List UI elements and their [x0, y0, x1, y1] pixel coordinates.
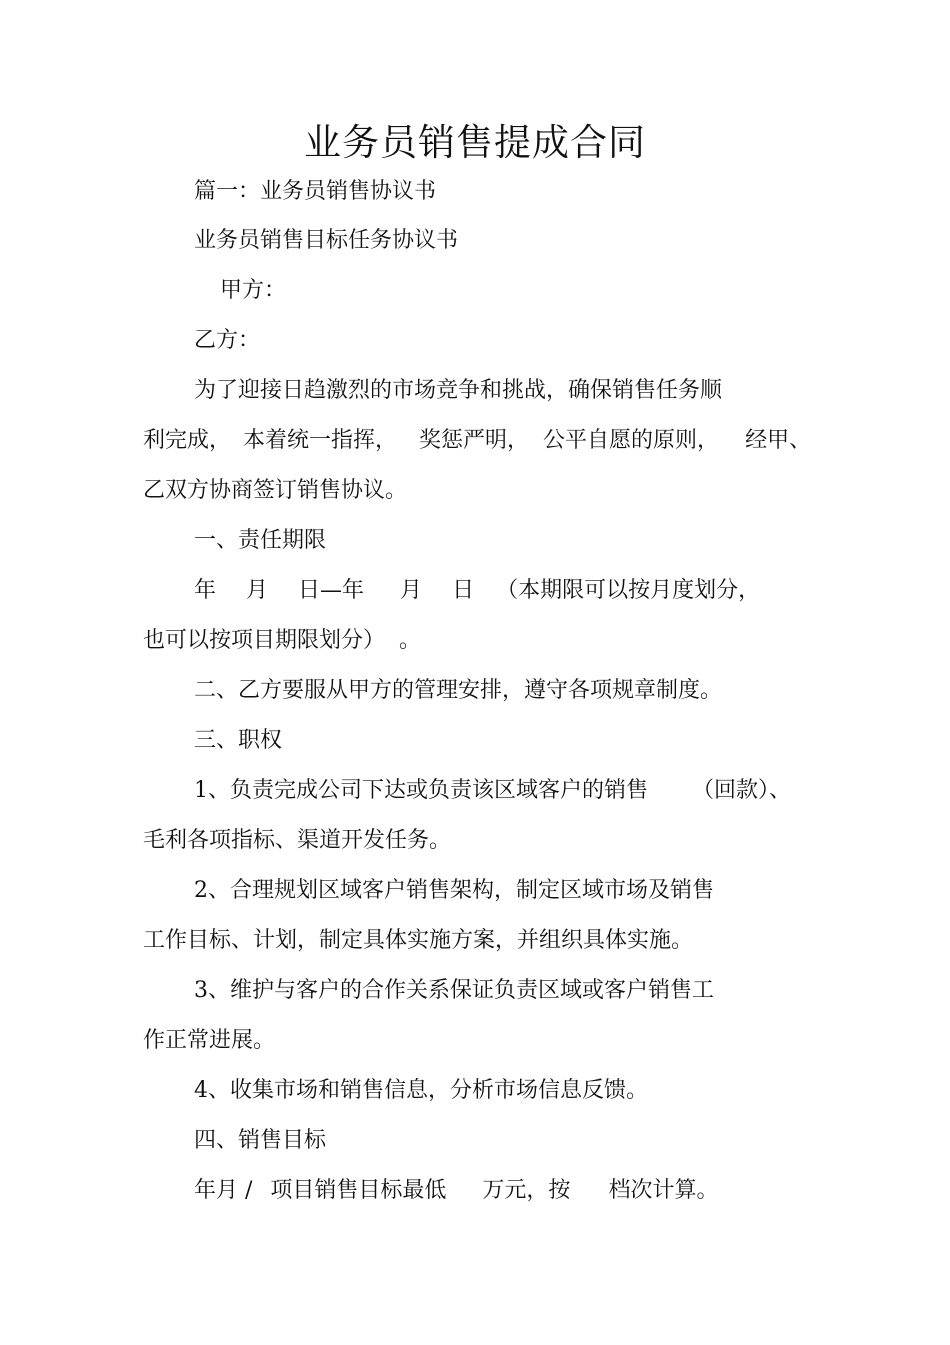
date-label: 年 — [194, 578, 217, 603]
preamble-fragment: 本着统一指挥， — [243, 428, 398, 453]
preamble-fragment: 经甲、 — [745, 428, 812, 453]
section-3-heading: 三、职权 — [194, 728, 283, 753]
target-fragment: 档次计算。 — [608, 1178, 719, 1203]
party-b-label: 乙方： — [194, 328, 261, 353]
duty-1-line-1 — [194, 776, 791, 806]
date-label: 月 — [400, 578, 423, 603]
sales-target-line — [194, 1176, 718, 1206]
date-label: 日—年 — [298, 578, 365, 603]
duty-3-line-2: 作正常进展。 — [143, 1028, 276, 1053]
document-title: 业务员销售提成合同 — [304, 121, 646, 164]
duty-4-line: 4、收集市场和销售信息，分析市场信息反馈。 — [194, 1078, 648, 1103]
term-note: 也可以按项目期限划分） — [143, 628, 386, 653]
preamble-fragment: 利完成， — [143, 428, 232, 453]
party-a-label: 甲方： — [220, 278, 287, 303]
preamble-fragment: 奖惩严明， — [419, 428, 530, 453]
term-period-line — [194, 576, 760, 606]
term-note-continued — [143, 626, 421, 656]
chapter-heading: 篇一：业务员销售协议书 — [194, 179, 437, 204]
preamble-line-2 — [143, 426, 811, 456]
duty-2-line-1: 2、合理规划区域客户销售架构，制定区域市场及销售 — [194, 878, 714, 903]
duty-1-text: （回款）、 — [692, 778, 792, 803]
duty-1-line-2: 毛利各项指标、渠道开发任务。 — [143, 828, 452, 853]
date-label: 日 — [452, 578, 475, 603]
target-fragment: 万元，按 — [482, 1178, 571, 1203]
term-note: （本期限可以按月度划分， — [496, 578, 761, 603]
duty-3-line-1: 3、维护与客户的合作关系保证负责区域或客户销售工 — [194, 978, 714, 1003]
agreement-subtitle: 业务员销售目标任务协议书 — [194, 228, 459, 253]
preamble-fragment: 公平自愿的原则， — [543, 428, 720, 453]
section-1-heading: 一、责任期限 — [194, 528, 327, 553]
duty-2-line-2: 工作目标、计划，制定具体实施方案，并组织具体实施。 — [143, 928, 694, 953]
duty-1-text: 1、负责完成公司下达或负责该区域客户的销售 — [194, 778, 648, 803]
section-2-text: 二、乙方要服从甲方的管理安排，遵守各项规章制度。 — [194, 678, 723, 703]
preamble-line-1: 为了迎接日趋激烈的市场竞争和挑战，确保销售任务顺 — [194, 378, 723, 403]
target-fragment: 年月 / — [194, 1178, 253, 1203]
target-fragment: 项目销售目标最低 — [270, 1178, 447, 1203]
date-label: 月 — [246, 578, 269, 603]
term-note-end: 。 — [399, 628, 422, 653]
section-4-heading: 四、销售目标 — [194, 1128, 327, 1153]
preamble-line-3: 乙双方协商签订销售协议。 — [143, 478, 408, 503]
